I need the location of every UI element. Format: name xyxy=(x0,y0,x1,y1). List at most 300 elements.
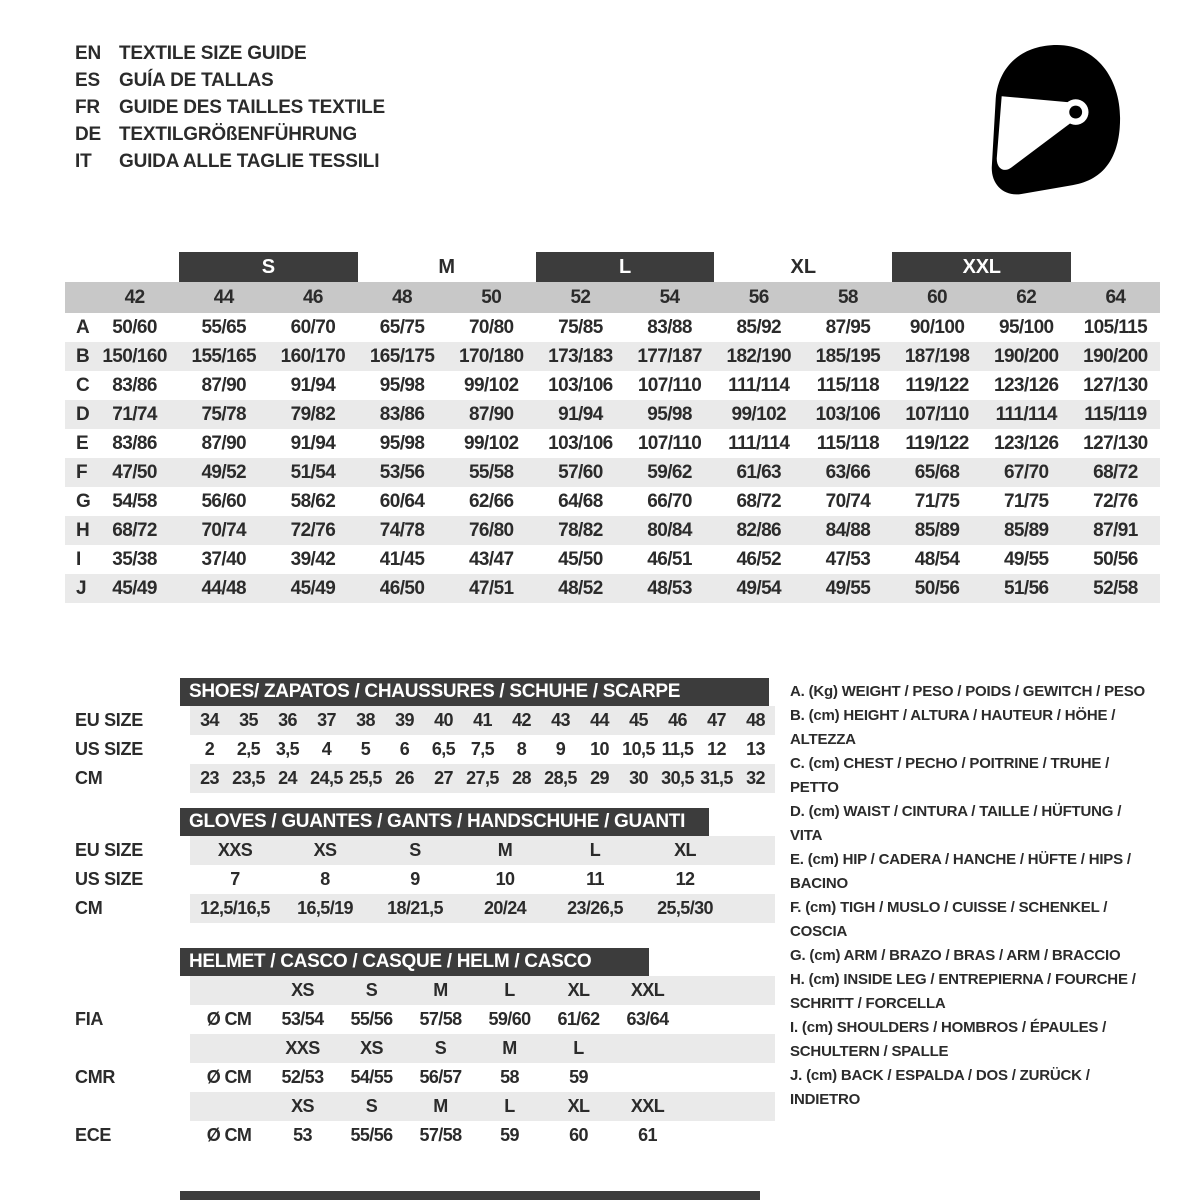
table-cell: 23,5 xyxy=(232,768,265,788)
table-cell: 75/85 xyxy=(558,316,603,338)
table-cell: 11 xyxy=(586,869,604,889)
table-cell: 51/54 xyxy=(290,461,336,483)
unit-cell: Ø CM xyxy=(206,1009,252,1029)
row-label: H xyxy=(76,519,90,541)
table-cell: 8 xyxy=(320,869,330,889)
table-cell: 46/51 xyxy=(647,548,692,570)
table-row xyxy=(65,487,1160,516)
table-cell: 61/62 xyxy=(557,1009,600,1029)
table-cell: 13 xyxy=(746,739,765,759)
size-header-cell: S xyxy=(434,1038,447,1058)
size-header-cell: S xyxy=(365,1096,378,1116)
size-header-cell: XS xyxy=(291,980,314,1000)
standard-label: ECE xyxy=(75,1125,112,1145)
table-cell: 85/89 xyxy=(1003,519,1049,541)
legend-item: D. (cm) WAIST / CINTURA / TAILLE / HÜFTUNG / VITA xyxy=(790,803,1122,844)
unit-cell: Ø CM xyxy=(206,1125,252,1145)
shoes-table xyxy=(65,678,825,793)
measurement-rows xyxy=(65,313,1160,603)
row-values xyxy=(190,1092,775,1121)
table-cell: 115/118 xyxy=(816,432,880,454)
table-cell: 54/58 xyxy=(112,490,157,512)
table-cell: 65/68 xyxy=(914,461,960,483)
table-cell: 53/56 xyxy=(379,461,425,483)
row-label: G xyxy=(76,490,91,512)
language-row xyxy=(75,40,385,67)
table-cell: 47 xyxy=(707,710,726,730)
table-cell: 75/78 xyxy=(201,403,247,425)
table-row xyxy=(65,545,1160,574)
table-cell: 53/54 xyxy=(281,1009,324,1029)
table-cell: 82/86 xyxy=(736,519,782,541)
table-cell: 57/60 xyxy=(558,461,603,483)
table-cell: 66/70 xyxy=(647,490,692,512)
table-cell: 18/21,5 xyxy=(387,898,443,918)
table-cell: 45/49 xyxy=(290,577,336,599)
table-cell: 38 xyxy=(356,710,375,730)
table-cell: 59 xyxy=(500,1125,519,1145)
helmet-table-rows xyxy=(65,976,825,1150)
table-cell: 56/60 xyxy=(201,490,247,512)
row-label: EU SIZE xyxy=(75,710,143,730)
table-cell: 46/52 xyxy=(736,548,782,570)
table-cell: 99/102 xyxy=(463,432,519,454)
table-row xyxy=(65,735,825,764)
table-cell: XXS xyxy=(217,840,253,860)
row-values xyxy=(190,706,775,735)
row-label xyxy=(65,1092,190,1121)
language-row xyxy=(75,148,385,175)
table-cell: 170/180 xyxy=(459,345,524,367)
row-values xyxy=(190,836,775,865)
row-values xyxy=(190,764,775,793)
table-cell: 50/60 xyxy=(112,316,157,338)
table-cell: 95/98 xyxy=(647,403,692,425)
column-header: 56 xyxy=(748,286,769,308)
table-cell: 61 xyxy=(638,1125,657,1145)
table-cell: 29 xyxy=(590,768,609,788)
measurement-legend xyxy=(790,680,1150,1112)
row-label: F xyxy=(76,461,88,483)
table-row xyxy=(65,313,1160,342)
table-cell xyxy=(613,1063,682,1092)
table-cell: 165/175 xyxy=(369,345,435,367)
helmet-value-row xyxy=(65,1063,825,1092)
table-row xyxy=(65,429,1160,458)
size-header-cell xyxy=(613,1034,682,1063)
corner-cell xyxy=(65,282,90,313)
table-cell: 60 xyxy=(569,1125,588,1145)
table-cell: 95/98 xyxy=(379,374,425,396)
racing-helmet-icon xyxy=(978,38,1126,198)
table-cell: 72/76 xyxy=(290,519,336,541)
table-cell: 58/62 xyxy=(290,490,336,512)
column-header: 58 xyxy=(837,286,858,308)
table-cell: 111/114 xyxy=(728,432,790,454)
table-cell: 48/52 xyxy=(558,577,603,599)
table-cell: 91/94 xyxy=(558,403,603,425)
row-values xyxy=(190,1063,775,1092)
table-cell: 10 xyxy=(590,739,609,759)
table-row xyxy=(65,865,825,894)
table-cell: 115/118 xyxy=(816,374,880,396)
table-cell: 49/55 xyxy=(1003,548,1049,570)
table-cell: 105/115 xyxy=(1083,316,1148,338)
column-header: 48 xyxy=(392,286,413,308)
table-cell: 45/49 xyxy=(112,577,157,599)
table-cell: 87/95 xyxy=(825,316,871,338)
row-label: CM xyxy=(75,898,103,918)
row-label: E xyxy=(76,432,89,454)
table-cell: 41/45 xyxy=(379,548,425,570)
language-row xyxy=(75,121,385,148)
table-cell: 78/82 xyxy=(558,519,603,541)
table-cell: M xyxy=(497,840,513,860)
row-label: EU SIZE xyxy=(75,840,143,860)
table-cell: 49/54 xyxy=(736,577,782,599)
language-code: EN xyxy=(75,43,101,64)
legend-item: C. (cm) CHEST / PECHO / POITRINE / TRUHE / PETTO xyxy=(790,755,1110,796)
shoes-table-title: SHOES/ ZAPATOS / CHAUSSURES / SCHUHE / SCARPE xyxy=(180,678,769,706)
row-label: CM xyxy=(75,768,103,788)
gloves-table-title: GLOVES / GUANTES / GANTS / HANDSCHUHE / GUANTI xyxy=(180,808,709,836)
language-code: DE xyxy=(75,124,101,145)
unit-cell xyxy=(190,976,268,1005)
table-cell: 68/72 xyxy=(112,519,157,541)
table-cell: 47/53 xyxy=(825,548,871,570)
table-cell: 10,5 xyxy=(622,739,655,759)
language-title-list xyxy=(75,40,385,175)
language-code: FR xyxy=(75,97,100,118)
table-cell: 36 xyxy=(278,710,297,730)
table-cell: 107/110 xyxy=(637,374,702,396)
table-cell: 99/102 xyxy=(731,403,786,425)
column-header: 62 xyxy=(1016,286,1037,308)
helmet-table xyxy=(65,948,825,1150)
size-group-s: S xyxy=(179,252,357,282)
table-cell: 67/70 xyxy=(1003,461,1049,483)
table-cell: 71/75 xyxy=(914,490,960,512)
table-cell: 87/90 xyxy=(201,432,247,454)
table-cell: 52/53 xyxy=(281,1067,324,1087)
table-cell: 103/106 xyxy=(815,403,881,425)
table-cell: 45 xyxy=(629,710,648,730)
table-cell: 59/60 xyxy=(488,1009,531,1029)
table-cell: 25,5 xyxy=(349,768,382,788)
size-letter-header-row xyxy=(65,252,1160,282)
language-title: GUIDE DES TAILLES TEXTILE xyxy=(119,97,385,118)
shoes-table-rows xyxy=(65,706,825,793)
row-label: J xyxy=(76,577,86,599)
table-cell: 127/130 xyxy=(1083,432,1148,454)
table-cell: 39/42 xyxy=(290,548,336,570)
table-cell: 51/56 xyxy=(1003,577,1049,599)
table-cell: 150/160 xyxy=(102,345,167,367)
column-header: 60 xyxy=(927,286,948,308)
row-label xyxy=(65,1034,190,1063)
table-row xyxy=(65,458,1160,487)
table-cell: 70/74 xyxy=(825,490,871,512)
table-cell: 24 xyxy=(278,768,297,788)
gloves-table xyxy=(65,808,825,923)
table-cell: 87/91 xyxy=(1093,519,1138,541)
language-code: IT xyxy=(75,151,92,172)
table-cell: 44/48 xyxy=(201,577,247,599)
table-cell: 173/183 xyxy=(548,345,613,367)
table-cell: 46/50 xyxy=(379,577,425,599)
table-row xyxy=(65,574,1160,603)
gloves-table-rows xyxy=(65,836,825,923)
size-header-cell: XXL xyxy=(630,1096,665,1116)
table-cell: 103/106 xyxy=(548,374,613,396)
table-cell: 111/114 xyxy=(995,403,1057,425)
row-values xyxy=(190,1034,775,1063)
table-cell: 57/58 xyxy=(419,1125,462,1145)
table-cell: 83/86 xyxy=(112,374,157,396)
table-cell: 43 xyxy=(551,710,570,730)
table-cell: 56/57 xyxy=(419,1067,462,1087)
table-cell: 155/165 xyxy=(191,345,256,367)
table-cell: 59/62 xyxy=(647,461,692,483)
table-cell: L xyxy=(589,840,601,860)
legend-item: A. (Kg) WEIGHT / PESO / POIDS / GEWITCH / PESO xyxy=(790,683,1145,700)
table-cell: 35 xyxy=(239,710,258,730)
table-cell: 55/58 xyxy=(468,461,514,483)
table-cell: 48/53 xyxy=(647,577,692,599)
column-header: 54 xyxy=(659,286,680,308)
size-header-cell: XS xyxy=(360,1038,383,1058)
unit-cell xyxy=(190,1092,268,1121)
table-cell: 71/75 xyxy=(1003,490,1049,512)
table-cell: 3,5 xyxy=(275,739,300,759)
table-cell: 68/72 xyxy=(1093,461,1138,483)
column-header: 52 xyxy=(570,286,591,308)
row-label: I xyxy=(76,548,81,570)
table-cell: 123/126 xyxy=(994,374,1059,396)
table-cell: 12 xyxy=(707,739,726,759)
table-cell: 160/170 xyxy=(280,345,346,367)
table-cell: 95/98 xyxy=(379,432,425,454)
table-cell: 74/78 xyxy=(379,519,425,541)
size-header-cell: S xyxy=(365,980,378,1000)
helmet-size-row xyxy=(65,1092,825,1121)
table-cell: 55/65 xyxy=(201,316,247,338)
language-title: TEXTILE SIZE GUIDE xyxy=(119,43,307,64)
table-cell: 5 xyxy=(360,739,371,759)
table-cell: 76/80 xyxy=(468,519,514,541)
table-cell: XS xyxy=(313,840,337,860)
size-header-cell: XL xyxy=(567,980,590,1000)
table-cell: 48 xyxy=(746,710,765,730)
row-label: A xyxy=(76,316,90,338)
table-cell: 72/76 xyxy=(1093,490,1138,512)
legend-item: E. (cm) HIP / CADERA / HANCHE / HÜFTE / HIPS / BACINO xyxy=(790,851,1131,892)
table-cell: 95/100 xyxy=(998,316,1054,338)
table-cell: 83/86 xyxy=(379,403,425,425)
row-label: D xyxy=(76,403,90,425)
column-header: 46 xyxy=(302,286,323,308)
row-values xyxy=(190,976,775,1005)
table-cell: 6,5 xyxy=(431,739,456,759)
table-cell: 54/55 xyxy=(350,1067,393,1087)
size-group-xl: XL xyxy=(790,255,817,278)
table-cell: 49/52 xyxy=(201,461,247,483)
table-cell: 23/26,5 xyxy=(567,898,623,918)
table-cell: 57/58 xyxy=(419,1009,462,1029)
standard-label: FIA xyxy=(75,1009,104,1029)
table-cell: 24,5 xyxy=(310,768,343,788)
table-cell: 85/92 xyxy=(736,316,782,338)
legend-item: B. (cm) HEIGHT / ALTURA / HAUTEUR / HÖHE / ALTEZZA xyxy=(790,707,1116,748)
table-cell: 53 xyxy=(293,1125,312,1145)
table-cell: 49/55 xyxy=(825,577,871,599)
size-header-cell: M xyxy=(502,1038,517,1058)
table-cell: 71/74 xyxy=(112,403,157,425)
standard-label: CMR xyxy=(75,1067,116,1087)
table-cell: 99/102 xyxy=(463,374,519,396)
table-cell: 80/84 xyxy=(647,519,692,541)
size-header-cell: L xyxy=(504,980,515,1000)
table-cell: 55/56 xyxy=(350,1125,393,1145)
table-cell: 70/80 xyxy=(468,316,514,338)
table-row xyxy=(65,894,825,923)
row-values xyxy=(190,894,775,923)
table-cell: 44 xyxy=(590,710,609,730)
table-cell: 37 xyxy=(317,710,336,730)
language-title: GUIDA ALLE TAGLIE TESSILI xyxy=(119,151,380,172)
table-cell: 50/56 xyxy=(1093,548,1138,570)
table-row xyxy=(65,706,825,735)
cutoff-section-bar xyxy=(180,1191,760,1200)
size-header-cell: M xyxy=(433,980,448,1000)
table-cell: 4 xyxy=(321,739,332,759)
table-cell: 87/90 xyxy=(468,403,514,425)
table-cell: 119/122 xyxy=(905,432,969,454)
table-cell: 50/56 xyxy=(914,577,960,599)
table-cell: 47/50 xyxy=(112,461,157,483)
unit-cell: Ø CM xyxy=(206,1067,252,1087)
table-row xyxy=(65,764,825,793)
size-header-cell: XL xyxy=(567,1096,590,1116)
size-group-m: M xyxy=(438,255,455,278)
table-cell: 107/110 xyxy=(637,432,702,454)
size-group-xxl: XXL xyxy=(892,252,1070,282)
table-cell: 119/122 xyxy=(905,374,969,396)
table-cell: XL xyxy=(674,840,696,860)
row-values xyxy=(190,865,775,894)
table-cell: 190/200 xyxy=(994,345,1059,367)
row-label: C xyxy=(76,374,90,396)
table-cell: 34 xyxy=(200,710,219,730)
table-cell: 64/68 xyxy=(558,490,603,512)
table-cell: 111/114 xyxy=(728,374,790,396)
table-cell: 182/190 xyxy=(726,345,791,367)
table-cell: 60/70 xyxy=(290,316,336,338)
table-cell: 12,5/16,5 xyxy=(200,898,270,918)
table-cell: 9 xyxy=(555,739,566,759)
table-cell: 48/54 xyxy=(914,548,960,570)
table-cell: 60/64 xyxy=(379,490,425,512)
table-cell: 83/88 xyxy=(647,316,692,338)
table-cell: 187/198 xyxy=(904,345,970,367)
numeric-size-header-row xyxy=(65,282,1160,313)
table-cell: 62/66 xyxy=(468,490,514,512)
textile-size-table xyxy=(65,252,1160,603)
table-cell: 16,5/19 xyxy=(297,898,353,918)
language-title: TEXTILGRÖßENFÜHRUNG xyxy=(119,124,357,145)
table-cell: 90/100 xyxy=(909,316,965,338)
table-cell: 63/66 xyxy=(825,461,871,483)
size-header-cell: XXS xyxy=(285,1038,320,1058)
table-cell: 123/126 xyxy=(994,432,1059,454)
language-code: ES xyxy=(75,70,100,91)
language-title: GUÍA DE TALLAS xyxy=(119,70,274,91)
table-cell: 7 xyxy=(230,869,240,889)
row-label xyxy=(65,976,190,1005)
legend-item: J. (cm) BACK / ESPALDA / DOS / ZURÜCK / INDIETRO xyxy=(790,1067,1090,1108)
legend-item: H. (cm) INSIDE LEG / ENTREPIERNA / FOURCHE / SCHRITT / FORCELLA xyxy=(790,971,1136,1012)
table-cell: 55/56 xyxy=(350,1009,393,1029)
helmet-value-row xyxy=(65,1121,825,1150)
size-header-cell: M xyxy=(433,1096,448,1116)
table-cell: 40 xyxy=(434,710,453,730)
table-cell: 47/51 xyxy=(468,577,514,599)
table-cell: 103/106 xyxy=(548,432,613,454)
table-cell: 61/63 xyxy=(736,461,782,483)
table-cell: 27 xyxy=(434,768,453,788)
legend-item: G. (cm) ARM / BRAZO / BRAS / ARM / BRACCIO xyxy=(790,947,1121,964)
table-cell: 37/40 xyxy=(201,548,247,570)
table-cell: 30,5 xyxy=(661,768,694,788)
table-cell: 42 xyxy=(512,710,531,730)
language-row xyxy=(75,67,385,94)
helmet-size-row xyxy=(65,976,825,1005)
size-group-l: L xyxy=(536,252,714,282)
language-row xyxy=(75,94,385,121)
legend-item: I. (cm) SHOULDERS / HOMBROS / ÉPAULES / SCHULTERN / SPALLE xyxy=(790,1019,1107,1060)
row-values xyxy=(190,735,775,764)
table-cell: 190/200 xyxy=(1083,345,1148,367)
table-cell: 177/187 xyxy=(637,345,702,367)
table-cell: 59 xyxy=(569,1067,588,1087)
helmet-table-title: HELMET / CASCO / CASQUE / HELM / CASCO xyxy=(180,948,649,976)
table-cell: 79/82 xyxy=(290,403,336,425)
row-label: US SIZE xyxy=(75,869,143,889)
table-cell: 68/72 xyxy=(736,490,782,512)
size-header-cell: XS xyxy=(291,1096,314,1116)
table-cell: 85/89 xyxy=(914,519,960,541)
table-cell: 115/119 xyxy=(1084,403,1147,425)
table-row xyxy=(65,342,1160,371)
table-cell: 26 xyxy=(395,768,414,788)
table-cell: 28,5 xyxy=(544,768,577,788)
legend-item: F. (cm) TIGH / MUSLO / CUISSE / SCHENKEL / COSCIA xyxy=(790,899,1108,940)
table-row xyxy=(65,371,1160,400)
table-cell: 46 xyxy=(668,710,687,730)
size-header-cell: L xyxy=(504,1096,515,1116)
table-row xyxy=(65,516,1160,545)
table-cell: 58 xyxy=(500,1067,519,1087)
table-cell: 91/94 xyxy=(290,374,336,396)
helmet-size-row xyxy=(65,1034,825,1063)
table-cell: 31,5 xyxy=(700,768,733,788)
table-cell: 63/64 xyxy=(626,1009,669,1029)
table-cell: 28 xyxy=(512,768,531,788)
table-cell: 65/75 xyxy=(379,316,425,338)
size-header-cell: XXL xyxy=(630,980,665,1000)
table-row xyxy=(65,836,825,865)
table-row xyxy=(65,400,1160,429)
